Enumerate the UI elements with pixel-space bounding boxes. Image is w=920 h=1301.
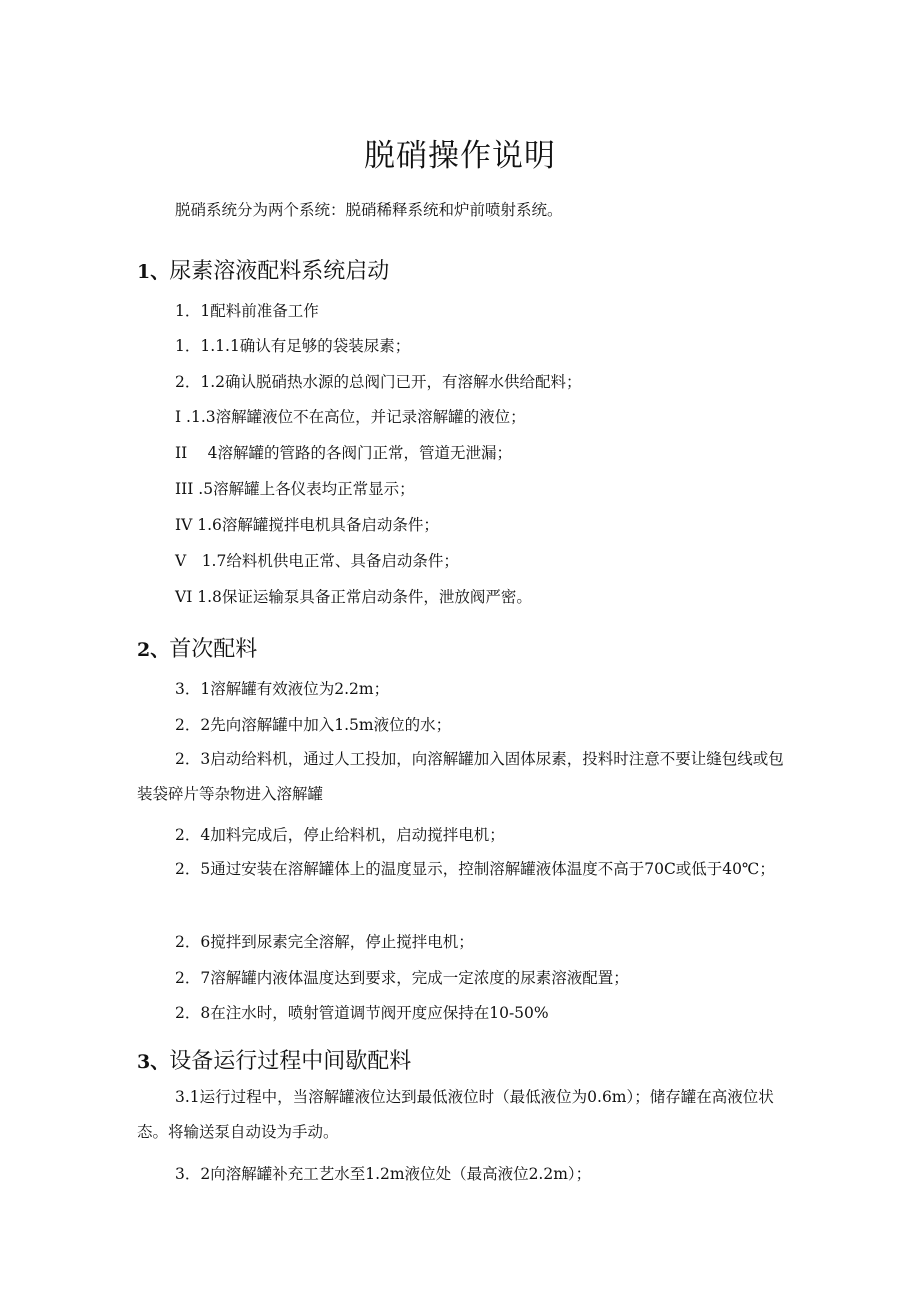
section-number: 2、: [137, 639, 170, 661]
section-title: 尿素溶液配料系统启动: [169, 259, 390, 284]
list-item: 2．5通过安装在溶解罐体上的温度显示，控制溶解罐液体温度不高于70C或低于40℃；: [175, 860, 775, 878]
intro-text: 脱硝系统分为两个系统：脱硝稀释系统和炉前喷射系统。: [175, 201, 563, 219]
list-item: 3．2向溶解罐补充工艺水至1.2m液位处（最高液位2.2m）；: [175, 1165, 592, 1183]
section-heading-3: [137, 1044, 411, 1075]
section-title: 首次配料: [169, 637, 258, 662]
list-item: 2．6搅拌到尿素完全溶解，停止搅拌电机；: [175, 933, 474, 951]
list-item: 1．1.1.1确认有足够的袋装尿素；: [175, 337, 411, 355]
list-item: IV 1.6溶解罐搅拌电机具备启动条件；: [175, 516, 439, 534]
list-item: 3.1运行过程中，当溶解罐液位达到最低液位时（最低液位为0.6m）；储存罐在高液位状态。将输送泵自动设为手动。: [137, 1088, 774, 1141]
list-item: 1．1配料前准备工作: [175, 302, 319, 320]
section-number: 3、: [137, 1051, 170, 1073]
list-item: 2．8在注水时，喷射管道调节阀开度应保持在10-50%: [175, 1004, 549, 1022]
section-number: 1、: [137, 261, 170, 283]
list-item: 2．4加料完成后，停止给料机，启动搅拌电机；: [175, 826, 505, 844]
section-title: 设备运行过程中间歇配料: [169, 1049, 412, 1074]
page-title: 脱硝操作说明: [364, 138, 556, 174]
list-item: 2．7溶解罐内液体温度达到要求，完成一定浓度的尿素溶液配置；: [175, 969, 629, 987]
list-item: 2．2先向溶解罐中加入1.5m液位的水；: [175, 716, 452, 734]
section-heading-2: [137, 632, 257, 663]
list-item: 2．1.2确认脱硝热水源的总阀门已开，有溶解水供给配料；: [175, 373, 582, 391]
list-item: V 1.7给料机供电正常、具备启动条件；: [175, 552, 459, 570]
list-item: III .5溶解罐上各仪表均正常显示；: [175, 480, 415, 498]
section-heading-1: [137, 254, 389, 285]
list-item: VI 1.8保证运输泵具备正常启动条件，泄放阀严密。: [175, 588, 532, 606]
list-item: 3．1溶解罐有效液位为2.2m；: [175, 680, 390, 698]
list-item: I .1.3溶解罐液位不在高位，并记录溶解罐的液位；: [175, 408, 526, 426]
list-item: II 4溶解罐的管路的各阀门正常，管道无泄漏；: [175, 444, 513, 462]
list-item: 2．3启动给料机，通过人工投加，向溶解罐加入固体尿素，投料时注意不要让缝包线或包装袋碎片等杂物进入溶解罐: [137, 750, 784, 803]
